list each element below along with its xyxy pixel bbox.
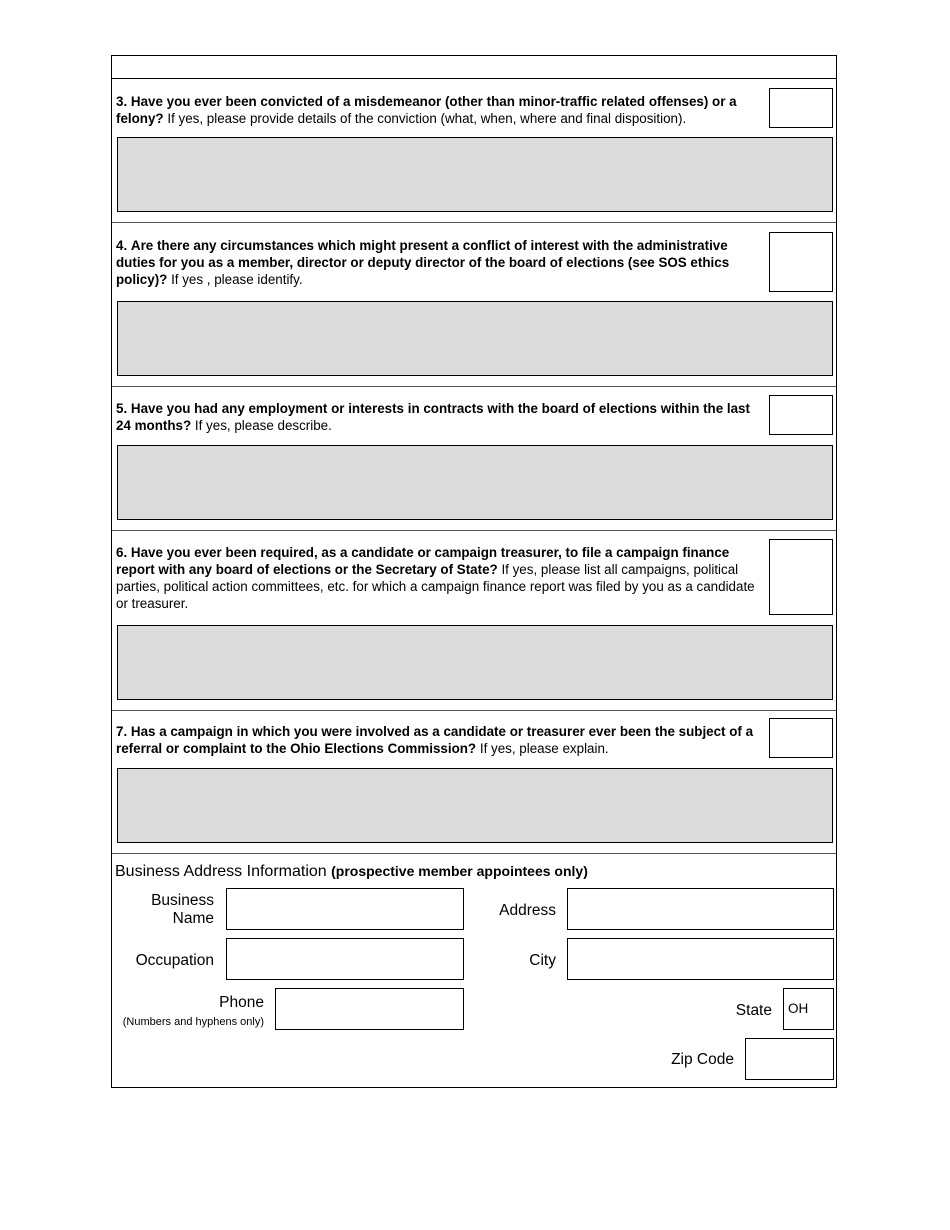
city-label: City — [529, 952, 556, 969]
divider — [112, 853, 836, 854]
question-4-yes-no-box[interactable] — [769, 232, 833, 292]
divider — [112, 78, 836, 79]
question-5-text — [116, 400, 766, 434]
divider — [112, 710, 836, 711]
phone-input[interactable] — [275, 988, 464, 1030]
question-3-number: 3. — [116, 94, 128, 109]
question-3-bold: Have you ever been convicted of a misdemeanor (other than minor-traffic related offenses) or a felony? — [116, 94, 737, 126]
question-7-instruction: If yes, please explain. — [479, 741, 609, 756]
question-7-number: 7. — [116, 724, 128, 739]
question-5-instruction: If yes, please describe. — [194, 418, 332, 433]
question-4-answer-field[interactable] — [117, 301, 833, 376]
business-section-title — [115, 861, 588, 882]
question-4-number: 4. — [116, 238, 128, 253]
question-6-answer-field[interactable] — [117, 625, 833, 700]
question-7-yes-no-box[interactable] — [769, 718, 833, 758]
address-label: Address — [499, 902, 556, 919]
city-input[interactable] — [567, 938, 834, 980]
question-6-text — [116, 544, 770, 612]
question-4-bold: Are there any circumstances which might present a conflict of interest with the administrative duties for you as a member, director or deputy director of the board of elections (see SOS ethics policy)? — [116, 238, 730, 287]
question-5-bold: Have you had any employment or interests in contracts with the board of elections within the last 24 months? — [116, 401, 750, 433]
state-input[interactable]: OH — [783, 988, 834, 1030]
application-form-page — [111, 55, 837, 1088]
zip-code-label: Zip Code — [671, 1051, 734, 1068]
business-name-label: Business Name — [151, 892, 214, 927]
address-input[interactable] — [567, 888, 834, 930]
business-section-heading: Business Address Information — [115, 863, 327, 880]
business-section-subtitle: (prospective member appointees only) — [331, 863, 588, 879]
question-6-number: 6. — [116, 545, 128, 560]
question-7-text — [116, 723, 766, 757]
question-6-yes-no-box[interactable] — [769, 539, 833, 615]
business-name-input[interactable] — [226, 888, 464, 930]
occupation-label: Occupation — [135, 952, 214, 969]
divider — [112, 386, 836, 387]
question-5-yes-no-box[interactable] — [769, 395, 833, 435]
divider — [112, 222, 836, 223]
question-4-text — [116, 237, 766, 288]
question-5-answer-field[interactable] — [117, 445, 833, 520]
question-6-bold: Have you ever been required, as a candidate or campaign treasurer, to file a campaign finance report with any board of elections or the Secretary of State? — [116, 545, 730, 577]
phone-hint: (Numbers and hyphens only) — [122, 1016, 264, 1028]
question-3-yes-no-box[interactable] — [769, 88, 833, 128]
question-3-text — [116, 93, 766, 127]
divider — [112, 530, 836, 531]
question-3-instruction: If yes, please provide details of the conviction (what, when, where and final disposition). — [167, 111, 687, 126]
occupation-input[interactable] — [226, 938, 464, 980]
question-3-answer-field[interactable] — [117, 137, 833, 212]
zip-code-input[interactable] — [745, 1038, 834, 1080]
question-7-bold: Has a campaign in which you were involved as a candidate or treasurer ever been the subject of a referral or complaint to the Ohio Elections Commission? — [116, 724, 754, 756]
state-label: State — [735, 1002, 772, 1019]
phone-label: Phone (Numbers and hyphens only) — [122, 994, 264, 1028]
question-5-number: 5. — [116, 401, 128, 416]
question-7-answer-field[interactable] — [117, 768, 833, 843]
question-6-instruction: If yes, please list all campaigns, political parties, political action committees, etc. for which a campaign finance report was filed by you as a candidate or treasurer. — [116, 562, 755, 611]
question-4-instruction: If yes , please identify. — [171, 272, 303, 287]
